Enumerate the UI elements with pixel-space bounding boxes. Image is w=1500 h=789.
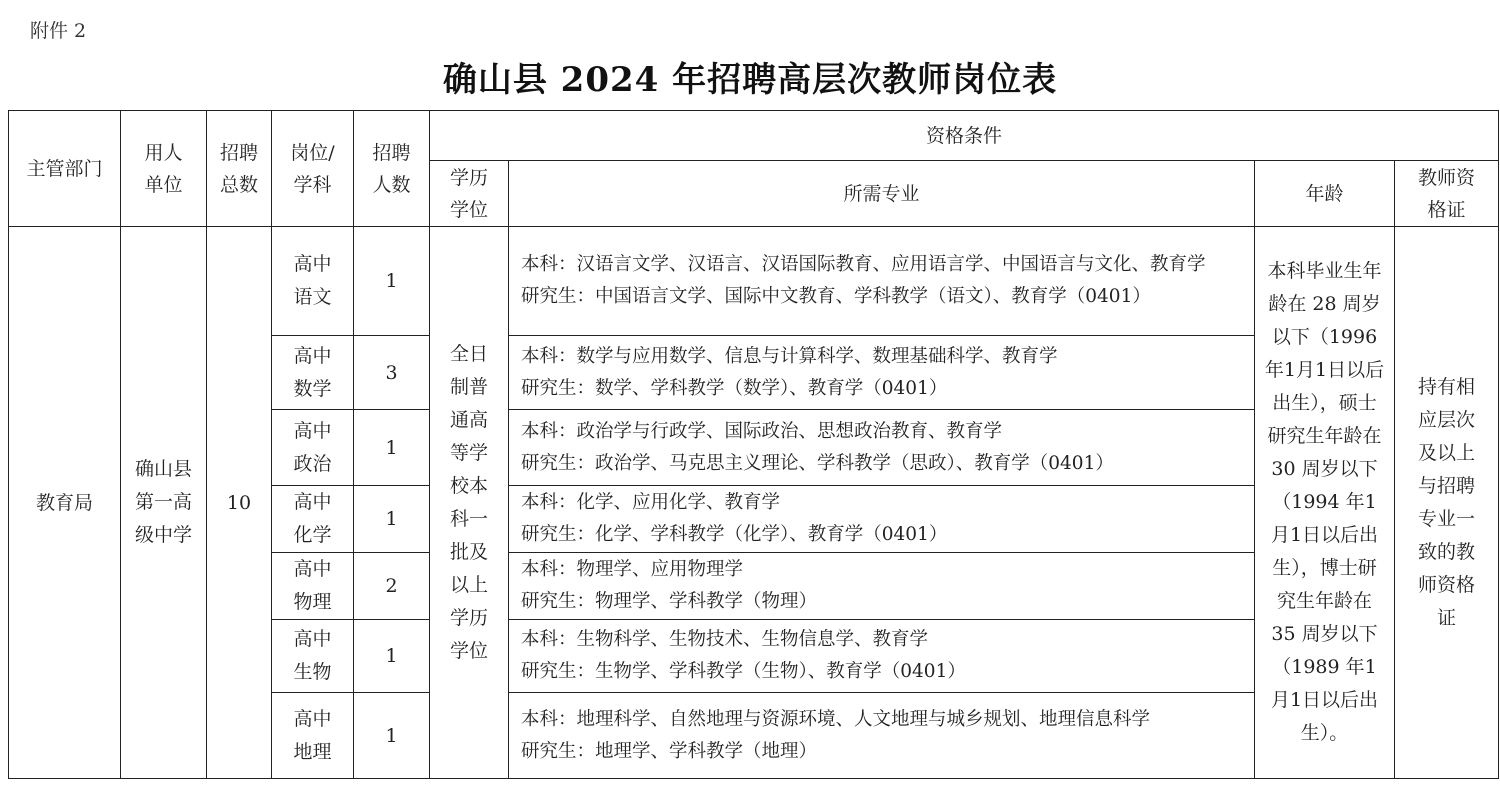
header-age: 年龄: [1255, 161, 1395, 227]
header-qualifications: 资格条件: [430, 111, 1499, 161]
undergrad-majors: 本科：化学、应用化学、教育学: [521, 492, 781, 513]
degree-cell: 全日制普通高等学校本科一批及以上学历学位: [430, 227, 509, 779]
position-cell: 高中化学: [272, 486, 354, 553]
graduate-majors: 研究生：地理学、学科教学（地理）: [521, 740, 818, 762]
table-row: [9, 227, 1499, 336]
graduate-majors: 研究生：生物学、学科教学（生物）、教育学（0401）: [521, 661, 966, 682]
page-title: 确山县 2024 年招聘高层次教师岗位表: [442, 60, 1058, 100]
header-employer: 用人单位: [121, 111, 207, 227]
undergrad-majors: 本科：物理学、应用物理学: [521, 559, 744, 580]
header-dept: 主管部门: [9, 111, 121, 227]
count-cell: 2: [354, 553, 430, 620]
count-cell: 1: [354, 227, 430, 336]
header-certificate: 教师资格证: [1395, 161, 1499, 227]
count-cell: 1: [354, 693, 430, 779]
employer-cell: 确山县第一高级中学: [121, 227, 207, 779]
position-cell: 高中政治: [272, 410, 354, 486]
header-count: 招聘人数: [354, 111, 430, 227]
position-cell: 高中生物: [272, 620, 354, 693]
count-cell: 1: [354, 620, 430, 693]
position-cell: 高中语文: [272, 227, 354, 336]
position-cell: 高中数学: [272, 336, 354, 410]
major-cell: [509, 553, 1255, 620]
dept-cell: 教育局: [9, 227, 121, 779]
count-cell: 3: [354, 336, 430, 410]
header-total: 招聘总数: [207, 111, 272, 227]
graduate-majors: 研究生：物理学、学科教学（物理）: [521, 591, 818, 612]
major-cell: [509, 486, 1255, 553]
graduate-majors: 研究生：政治学、马克思主义理论、学科教学（思政）、教育学（0401）: [521, 452, 1114, 474]
major-cell: [509, 227, 1255, 336]
header-degree: 学历学位: [430, 161, 509, 227]
graduate-majors: 研究生：数学、学科教学（数学）、教育学（0401）: [521, 377, 948, 399]
count-cell: 1: [354, 486, 430, 553]
undergrad-majors: 本科：数学与应用数学、信息与计算科学、数理基础科学、教育学: [521, 345, 1058, 367]
header-major: 所需专业: [509, 161, 1255, 227]
header-position: 岗位/学科: [272, 111, 354, 227]
count-cell: 1: [354, 410, 430, 486]
major-cell: [509, 693, 1255, 779]
total-cell: 10: [207, 227, 272, 779]
attachment-label: 附件 2: [30, 20, 87, 42]
graduate-majors: 研究生：化学、学科教学（化学）、教育学（0401）: [521, 524, 948, 545]
position-cell: 高中物理: [272, 553, 354, 620]
position-cell: 高中地理: [272, 693, 354, 779]
undergrad-majors: 本科：生物科学、生物技术、生物信息学、教育学: [521, 629, 929, 650]
major-cell: [509, 336, 1255, 410]
major-cell: [509, 410, 1255, 486]
recruitment-table: [8, 110, 1499, 779]
major-cell: [509, 620, 1255, 693]
undergrad-majors: 本科：政治学与行政学、国际政治、思想政治教育、教育学: [521, 420, 1003, 442]
certificate-cell: 持有相应层次及以上与招聘专业一致的教师资格证: [1395, 227, 1499, 779]
undergrad-majors: 本科：地理科学、自然地理与资源环境、人文地理与城乡规划、地理信息科学: [521, 708, 1151, 730]
undergrad-majors: 本科：汉语言文学、汉语言、汉语国际教育、应用语言学、中国语言与文化、教育学: [521, 254, 1206, 275]
graduate-majors: 研究生：中国语言文学、国际中文教育、学科教学（语文）、教育学（0401）: [521, 286, 1151, 307]
age-cell: 本科毕业生年龄在 28 周岁以下（1996 年1月1日以后出生），硕士研究生年龄在 30 周岁以下（1994 年1月1日以后出生），博士研究生年龄在 35 周岁以下（1989 年1月1日以后出生）。: [1255, 227, 1395, 779]
